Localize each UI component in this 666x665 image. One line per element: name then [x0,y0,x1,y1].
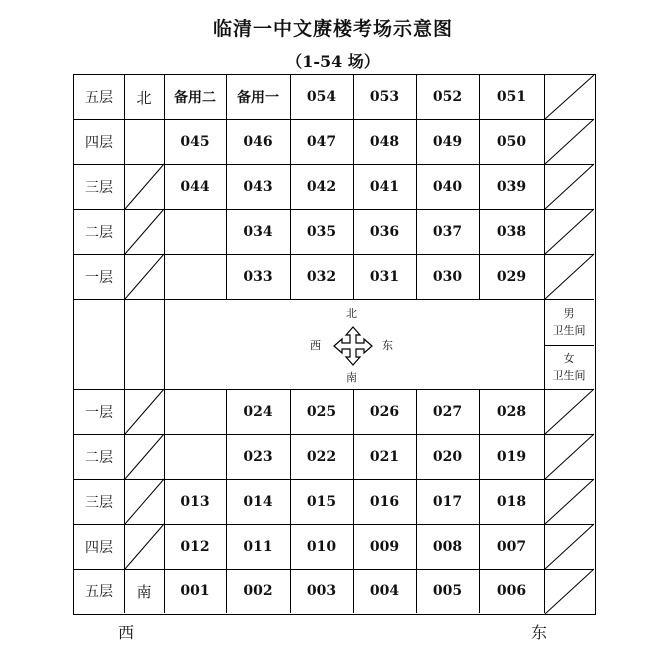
room-cell: 026 [369,403,400,420]
room-cell: 007 [496,538,527,555]
room-cell: 022 [306,448,337,465]
room-cell: 001 [180,583,210,599]
room-cell: 032 [306,268,337,285]
room-cell: 021 [369,448,400,465]
room-cell: 015 [306,493,337,510]
room-cell: 043 [243,178,273,195]
exam-room-map [73,74,596,615]
room-cell: 002 [243,583,273,599]
room-cell: 011 [243,538,273,555]
room-cell: 049 [432,133,463,150]
womens-restroom [544,350,594,384]
page-title: 临清一中文赓楼考场示意图 [212,18,453,40]
room-cell: 016 [369,493,400,510]
room-cell: 036 [369,223,400,240]
room-cell: 047 [306,133,337,150]
room-cell: 031 [369,268,400,285]
room-cell: 045 [180,133,210,150]
floor-label: 三层 [85,179,113,196]
room-cell [164,209,226,254]
room-cell: 010 [306,538,337,555]
room-cell: 044 [180,178,210,195]
room-cell: 035 [306,223,337,240]
floor-label: 一层 [85,404,113,421]
room-cell: 004 [369,583,400,599]
room-cell: 028 [496,403,527,420]
floor-label: 二层 [85,224,113,241]
room-cell: 017 [432,493,463,510]
room-cell: 029 [496,268,527,285]
floor-label: 一层 [85,269,113,286]
room-cell: 备用一 [237,90,279,106]
south-label: 南 [136,582,152,601]
room-cell: 012 [180,538,210,555]
room-cell: 备用二 [174,90,216,106]
compass-south-label: 南 [346,371,357,384]
room-cell: 034 [243,223,273,240]
mens-restroom-label: 卫生间 [552,324,586,337]
room-cell: 019 [496,448,527,465]
room-cell: 003 [306,583,337,599]
room-cell: 009 [369,538,400,555]
room-cell: 030 [432,268,463,285]
room-cell: 037 [432,223,463,240]
compass-east-label: 东 [382,339,393,352]
compass-arrows-icon [332,325,374,367]
room-cell: 052 [432,89,463,105]
room-cell: 008 [432,538,463,555]
room-cell: 048 [369,133,400,150]
room-cell: 051 [496,89,527,105]
floor-label: 四层 [85,539,113,556]
room-cell: 033 [243,268,273,285]
page-subtitle: （1-54 场） [286,52,380,71]
east-axis-label: 东 [531,623,548,642]
room-cell: 054 [306,89,337,105]
floor-label: 三层 [85,494,113,511]
room-cell [164,254,226,299]
room-cell: 024 [243,403,273,420]
womens-restroom-sign: 女 [563,352,575,365]
room-cell: 039 [496,178,527,195]
room-cell: 046 [243,133,273,150]
floor-label: 二层 [85,449,113,466]
floor-label: 四层 [85,134,113,151]
room-cell: 020 [432,448,463,465]
room-cell: 027 [432,403,463,420]
room-cell: 050 [496,133,527,150]
room-cell [164,434,226,479]
room-cell: 038 [496,223,527,240]
compass-west-label: 西 [310,339,321,352]
room-cell: 006 [496,583,527,599]
floor-label: 五层 [85,90,113,106]
room-cell: 018 [496,493,527,510]
room-cell: 023 [243,448,273,465]
room-cell [164,389,226,434]
room-cell: 042 [306,178,337,195]
room-cell: 013 [180,493,210,510]
mens-restroom [544,305,594,339]
compass-north-label: 北 [346,307,357,320]
floor-label: 五层 [85,584,113,600]
west-axis-label: 西 [118,623,135,642]
room-cell: 040 [432,178,463,195]
mens-restroom-sign: 男 [563,307,575,320]
compass [164,299,544,389]
north-label: 北 [136,88,152,107]
room-cell: 041 [369,178,400,195]
room-cell: 053 [369,89,400,105]
room-cell: 025 [306,403,337,420]
room-cell: 005 [432,583,463,599]
room-cell: 014 [243,493,273,510]
womens-restroom-label: 卫生间 [552,369,586,382]
